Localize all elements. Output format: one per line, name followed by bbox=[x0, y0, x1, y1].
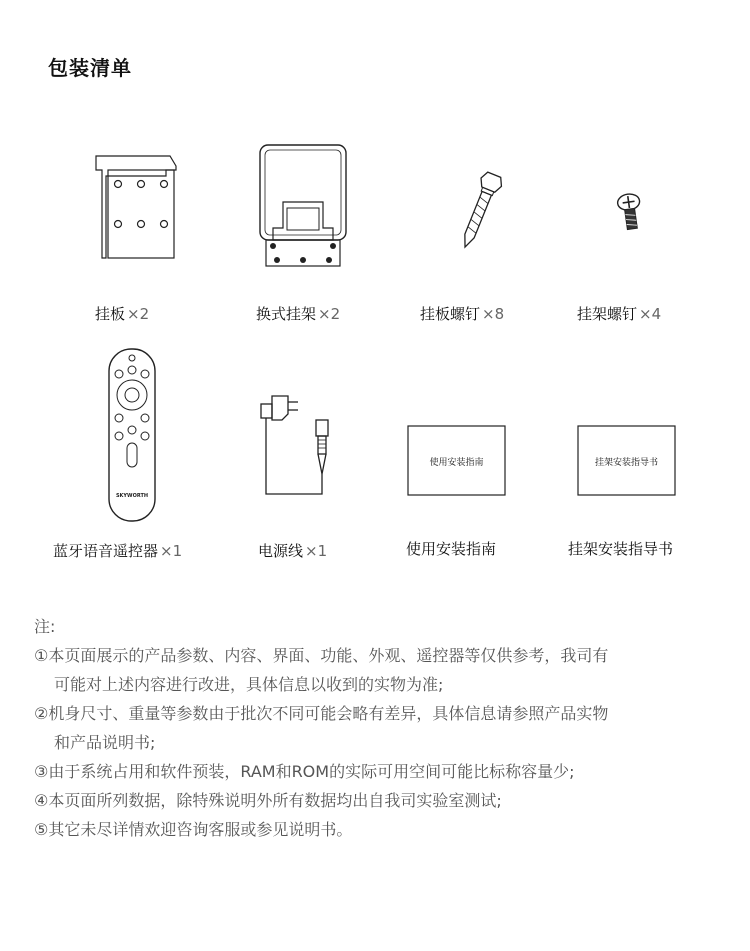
bracket-illustration bbox=[215, 140, 385, 270]
item-label: 使用安装指南 bbox=[406, 540, 497, 558]
install-guide-booklet bbox=[372, 424, 542, 499]
notes-section bbox=[34, 612, 734, 844]
note-line: ②机身尺寸、重量等参数由于批次不同可能会略有差异，具体信息请参照产品实物 bbox=[34, 704, 609, 723]
booklet-cover-text: 挂架安装指导书 bbox=[594, 458, 659, 468]
power-cord-illustration bbox=[212, 388, 382, 500]
page-title: 包装清单 bbox=[48, 56, 132, 80]
note-line: ①本页面展示的产品参数、内容、界面、功能、外观、遥控器等仅供参考，我司有 bbox=[34, 646, 609, 665]
item-label: 蓝牙语音遥控器 ×1 bbox=[53, 542, 183, 560]
booklet-cover-text: 使用安装指南 bbox=[429, 458, 484, 468]
bracket-guide-booklet bbox=[541, 424, 711, 499]
item-label: 挂架安装指导书 bbox=[568, 540, 674, 558]
item-label: 换式挂架 ×2 bbox=[256, 305, 341, 323]
note-line: 可能对上述内容进行改进，具体信息以收到的实物为准; bbox=[54, 675, 444, 694]
item-label: 电源线 ×1 bbox=[258, 542, 328, 560]
remote-brand: SKYWORTH bbox=[115, 493, 149, 499]
plate-screw-illustration bbox=[395, 168, 565, 253]
note-line: 和产品说明书; bbox=[54, 733, 156, 752]
item-label: 挂板 ×2 bbox=[95, 305, 150, 323]
note-line: ④本页面所列数据，除特殊说明外所有数据均出自我司实验室测试; bbox=[34, 791, 502, 810]
bracket-screw-illustration bbox=[545, 190, 715, 235]
wall-plate-illustration bbox=[50, 148, 220, 263]
notes-heading: 注: bbox=[34, 617, 56, 636]
note-line: ③由于系统占用和软件预装，RAM和ROM的实际可用空间可能比标称容量少; bbox=[34, 762, 575, 781]
item-label: 挂板螺钉 ×8 bbox=[420, 305, 505, 323]
remote-illustration bbox=[46, 346, 216, 526]
item-label: 挂架螺钉 ×4 bbox=[577, 305, 662, 323]
note-line: ⑤其它未尽详情欢迎咨询客服或参见说明书。 bbox=[34, 820, 353, 839]
